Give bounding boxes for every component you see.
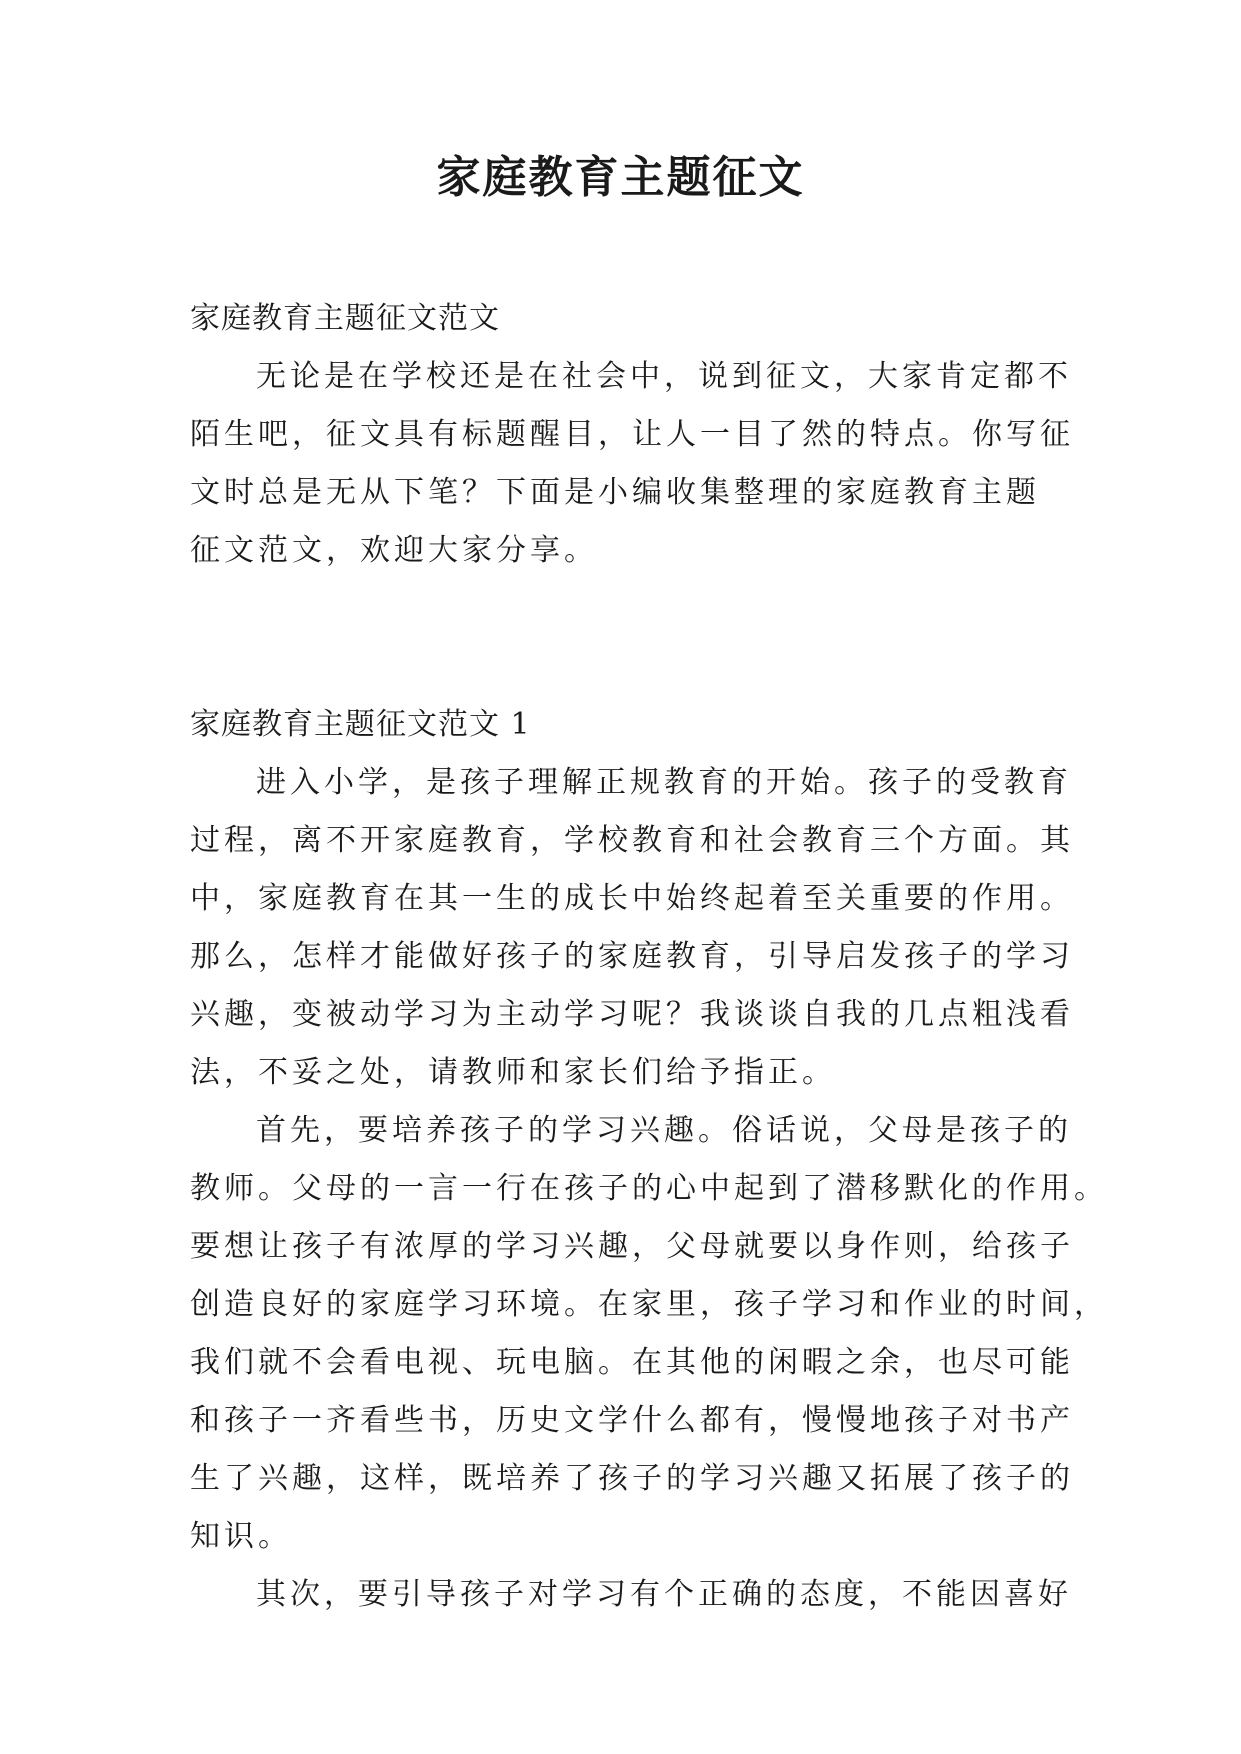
paragraph-line: 中，家庭教育在其一生的成长中始终起着至关重要的作用。 [190,881,1074,916]
paragraph-line: 知识。 [190,1519,292,1554]
paragraph-line: 征文范文，欢迎大家分享。 [190,533,598,568]
paragraph-line: 教师。父母的一言一行在孩子的心中起到了潜移默化的作用。 [190,1171,1108,1206]
paragraph-line: 生了兴趣，这样，既培养了孩子的学习兴趣又拓展了孩子的 [190,1461,1074,1496]
paragraph-line: 和孩子一齐看些书，历史文学什么都有，慢慢地孩子对书产 [190,1403,1074,1438]
paragraph-line: 文时总是无从下笔？下面是小编收集整理的家庭教育主题 [190,475,1040,510]
section-heading: 家庭教育主题征文范文 1 [190,707,531,742]
paragraph-1 [190,754,1074,1102]
paragraph-line: 创造良好的家庭学习环境。在家里，孩子学习和作业的时间， [190,1287,1108,1322]
paragraph-3 [190,1566,1070,1624]
document-body [190,290,1108,1624]
paragraph-line: 我们就不会看电视、玩电脑。在其他的闲暇之余，也尽可能 [190,1345,1074,1380]
document-title: 家庭教育主题征文 [436,152,805,203]
paragraph-line: 进入小学，是孩子理解正规教育的开始。孩子的受教育 [256,765,1072,800]
section-spacer [190,580,1070,696]
paragraph-line: 其次，要引导孩子对学习有个正确的态度，不能因喜好 [256,1577,1072,1612]
paragraph-line: 过程，离不开家庭教育，学校教育和社会教育三个方面。其 [190,823,1074,858]
paragraph-2 [190,1102,1108,1566]
intro-paragraph [190,348,1074,580]
paragraph-line: 那么，怎样才能做好孩子的家庭教育，引导启发孩子的学习 [190,939,1074,974]
paragraph-line: 首先，要培养孩子的学习兴趣。俗话说，父母是孩子的 [256,1113,1072,1148]
paragraph-line: 陌生吧，征文具有标题醒目，让人一目了然的特点。你写征 [190,417,1074,452]
paragraph-line: 法，不妥之处，请教师和家长们给予指正。 [190,1055,836,1090]
paragraph-line: 兴趣，变被动学习为主动学习呢？我谈谈自我的几点粗浅看 [190,997,1074,1032]
paragraph-line: 要想让孩子有浓厚的学习兴趣，父母就要以身作则，给孩子 [190,1229,1074,1264]
paragraph-line: 无论是在学校还是在社会中，说到征文，大家肯定都不 [256,359,1072,394]
subtitle: 家庭教育主题征文范文 [190,301,500,336]
